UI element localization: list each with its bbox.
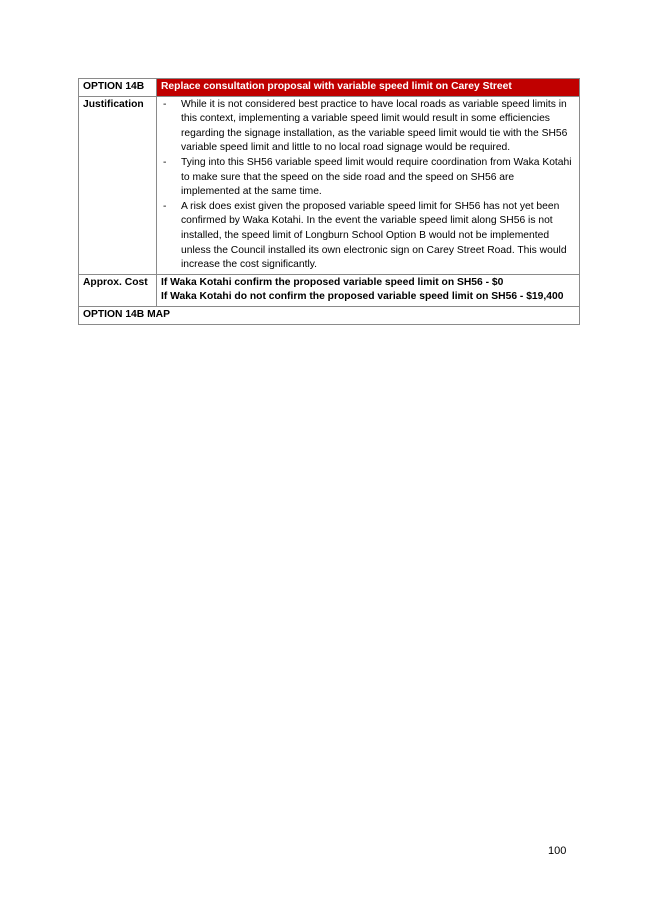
justification-list (161, 98, 575, 273)
map-label: OPTION 14B MAP (79, 306, 580, 324)
justification-text: Tying into this SH56 variable speed limit would require coordination from Waka Kotahi to make sure that the speed on the side road and the speed on SH56 are implemented at the same time. (181, 156, 572, 198)
bullet-dash: - (163, 98, 167, 110)
option-header-row (79, 79, 580, 97)
cost-label: Approx. Cost (79, 274, 157, 306)
bullet-dash: - (163, 156, 167, 168)
justification-cell (157, 96, 580, 274)
justification-text: A risk does exist given the proposed variable speed limit for SH56 has not yet been confirmed by Waka Kotahi. In the event the variable speed limit along SH56 is not installed, the speed limit of Longburn School Option B would not be implemented unless the Council installed its own electronic sign on Carey Street Road. This would increase the cost significantly. (181, 200, 567, 271)
page-number: 100 (548, 845, 567, 857)
option-table (78, 78, 580, 325)
justification-item (161, 156, 575, 200)
justification-item (161, 200, 575, 273)
cost-line: If Waka Kotahi do not confirm the proposed variable speed limit on SH56 - $19,400 (161, 291, 564, 303)
justification-item (161, 98, 575, 156)
justification-row (79, 96, 580, 274)
option-title: Replace consultation proposal with variable speed limit on Carey Street (157, 79, 580, 97)
cost-cell (157, 274, 580, 306)
map-row (79, 306, 580, 324)
cost-row (79, 274, 580, 306)
cost-line: If Waka Kotahi confirm the proposed variable speed limit on SH56 - $0 (161, 276, 504, 288)
justification-text: While it is not considered best practice to have local roads as variable speed limits in this context, implementing a variable speed limit would result in some efficiencies regarding the signage installation, as the variable speed limit would tie with the SH56 variable speed limit and little to no local road signage would be required. (181, 98, 568, 154)
bullet-dash: - (163, 200, 167, 212)
option-label: OPTION 14B (79, 79, 157, 97)
justification-label: Justification (79, 96, 157, 274)
